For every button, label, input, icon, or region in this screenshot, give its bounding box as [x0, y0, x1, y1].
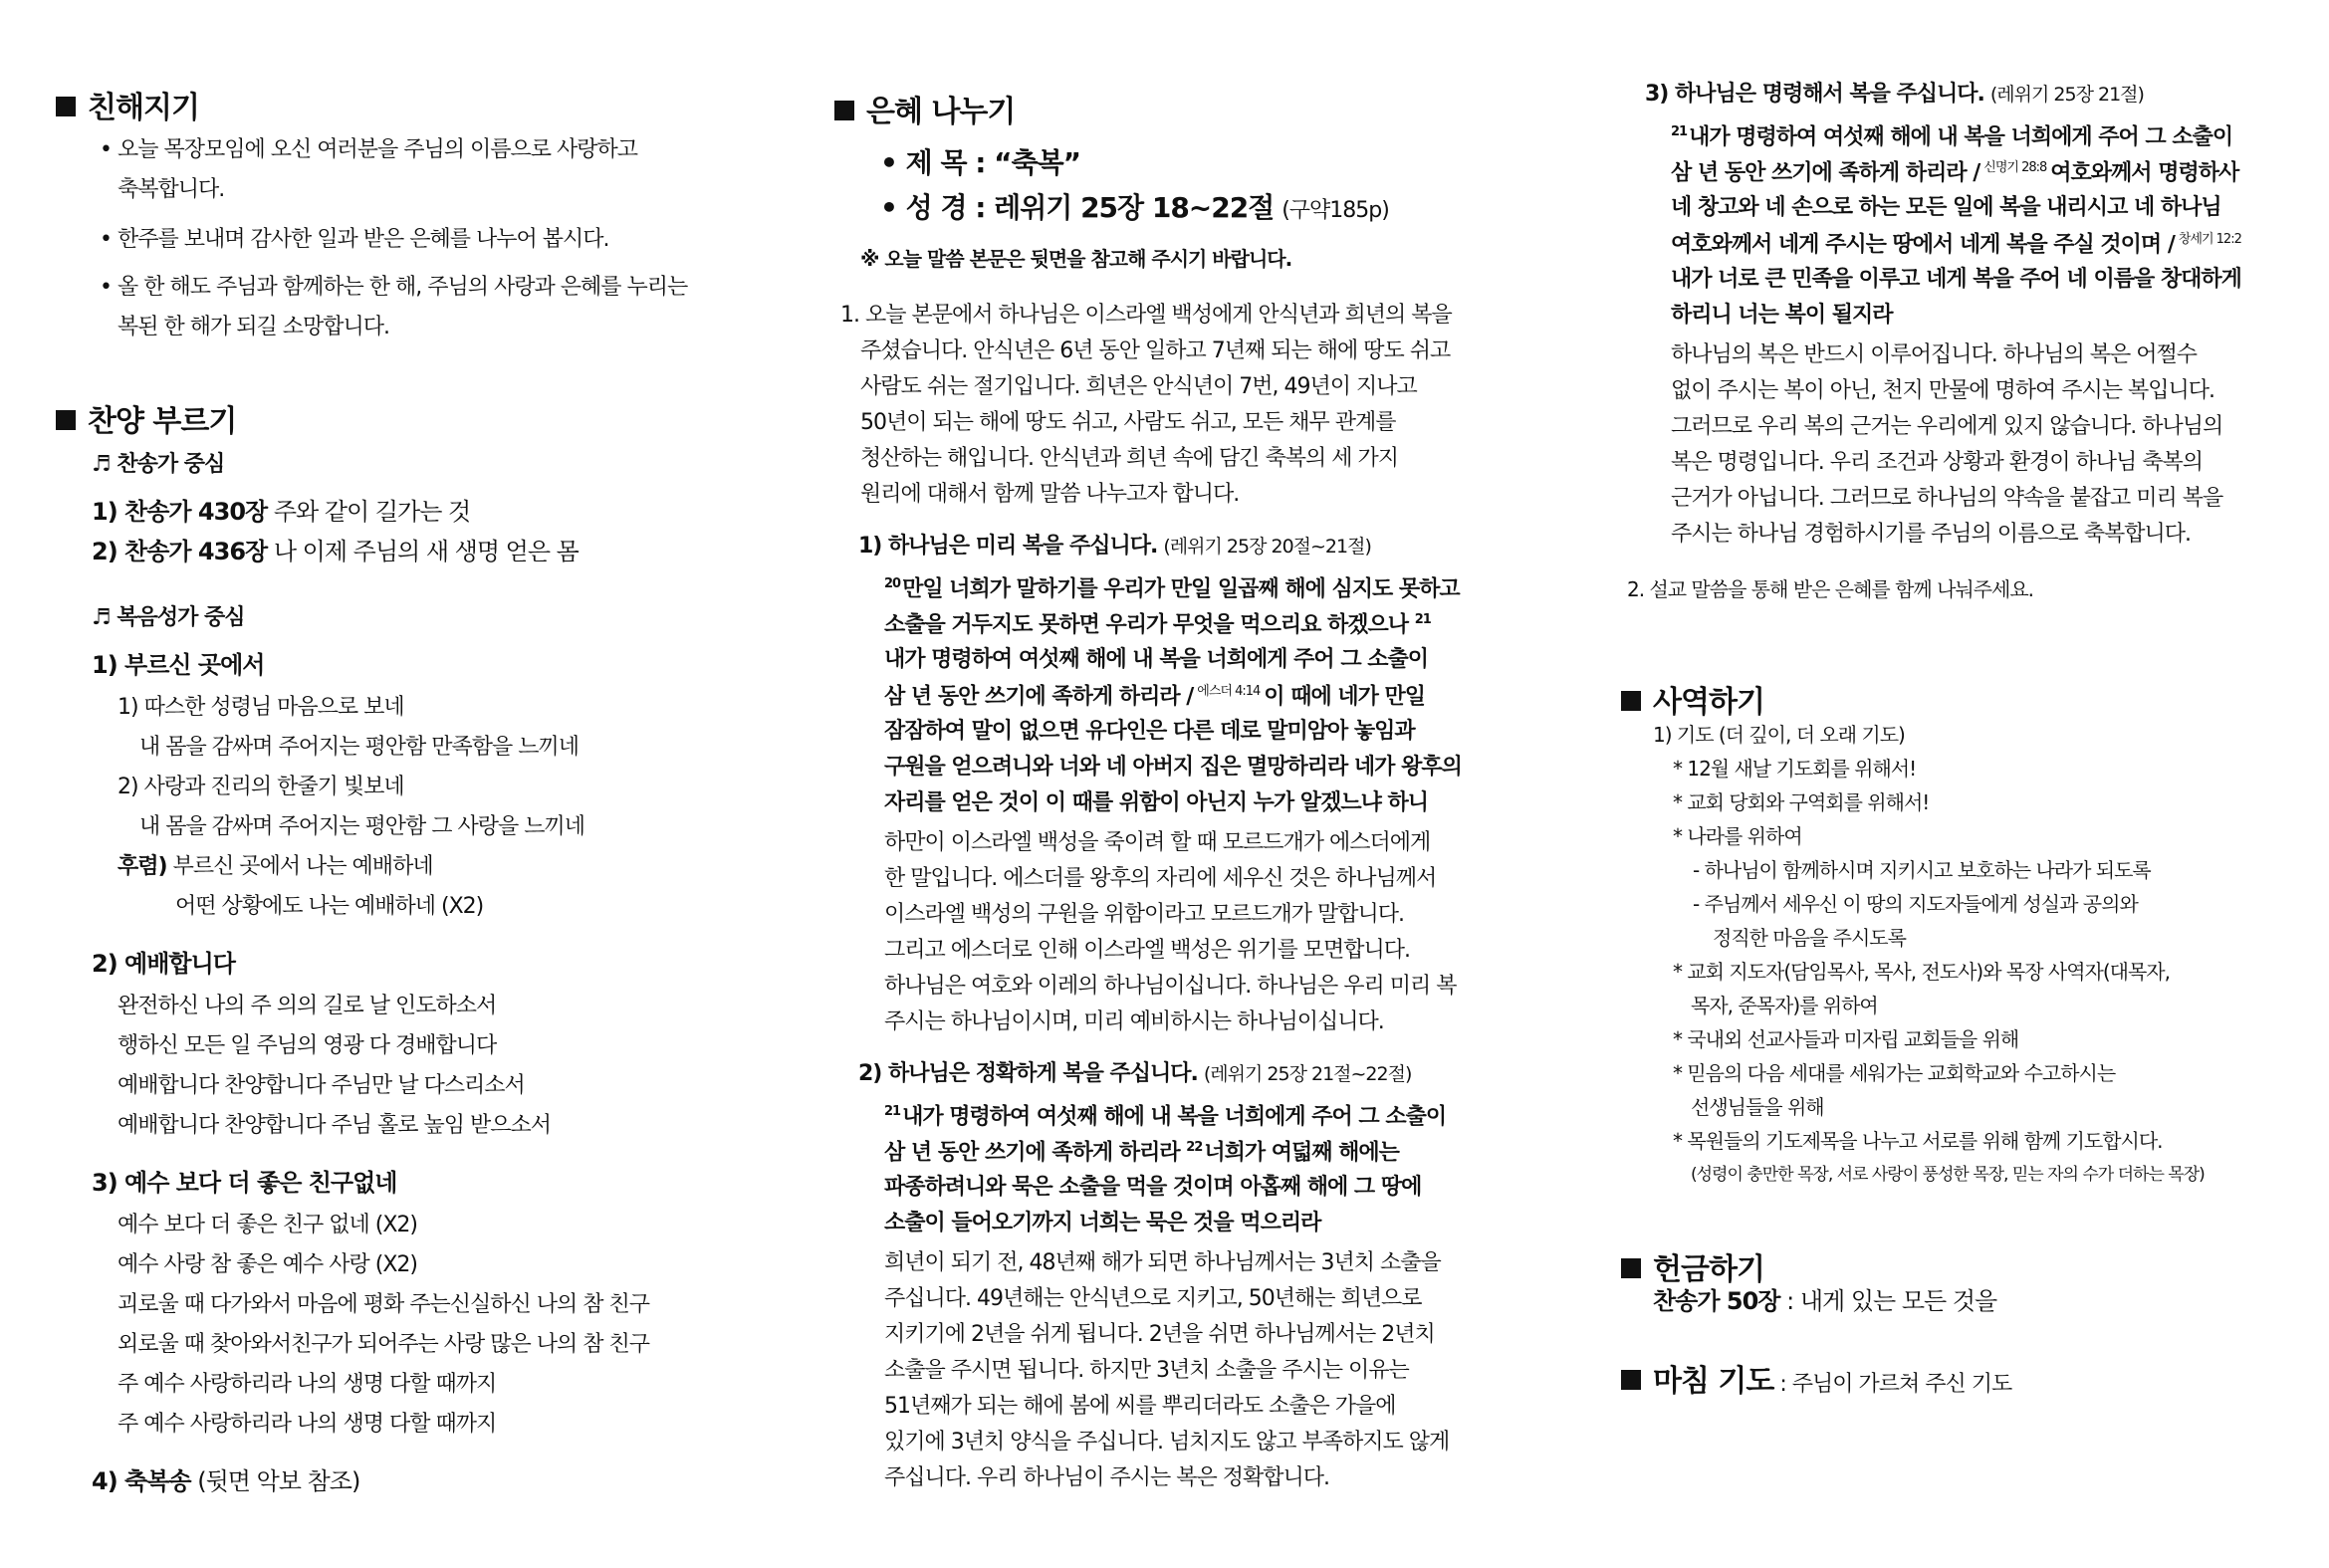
square-bullet-icon: [56, 97, 76, 116]
intro-line: 사람도 쉬는 절기입니다. 희년은 안식년이 7번, 49년이 지나고: [860, 374, 1417, 399]
heading-text: 친해지기: [88, 91, 199, 125]
verse-number: 21: [1671, 124, 1688, 139]
body-line: 근거가 아닙니다. 그러므로 하나님의 약속을 붙잡고 미리 복을: [1671, 486, 2223, 511]
verse-line: 잠잠하여 말이 없으면 유다인은 다른 데로 말미암아 놓임과: [884, 719, 1415, 744]
song-line: 주 예수 사랑하리라 나의 생명 다할 때까지: [117, 1412, 497, 1437]
intro-line: 주셨습니다. 안식년은 6년 동안 일하고 7년째 되는 해에 땅도 쉬고: [860, 338, 1451, 363]
text: 너희가 여덟째 해에는: [1204, 1140, 1399, 1166]
text: 삼 년 동안 쓰기에 족하게 하리라 /: [884, 684, 1194, 710]
song-line: 행하신 모든 일 주님의 영광 다 경배합니다: [117, 1033, 497, 1058]
note: (뒷면 악보 참조): [197, 1467, 360, 1495]
column-middle: [834, 0, 1523, 1568]
song-line: 내 몸을 감싸며 주어지는 평안함 만족함을 느끼네: [139, 735, 580, 760]
text: 이 때에 네가 만일: [1264, 684, 1426, 710]
verse-line: 내가 너로 큰 민족을 이루고 네게 복을 주어 네 이름을 창대하게: [1671, 267, 2241, 292]
heading-text: 사역하기: [1653, 685, 1764, 720]
label: 1) 찬송가 430장: [92, 498, 268, 526]
prayer-line: * 나라를 위하여: [1673, 824, 1802, 848]
question-2: 2. 설교 말씀을 통해 받은 은혜를 함께 나눠주세요.: [1627, 577, 2034, 601]
song-line: 예배합니다 찬양합니다 주님만 날 다스리소서: [117, 1073, 525, 1098]
reference: (레위기 25장 21절): [1989, 84, 2144, 106]
verse-line: [884, 613, 1433, 636]
verse-number: 21: [884, 1104, 901, 1119]
point-3-title: [1645, 84, 2144, 106]
greeting-item: • 한주를 보내며 감사한 일과 받은 은혜를 나누어 봅시다.: [100, 227, 609, 252]
greeting-item-cont: 축복합니다.: [117, 177, 225, 202]
song-line: 내 몸을 감싸며 주어지는 평안함 그 사랑을 느끼네: [139, 814, 584, 839]
title: 1) 하나님은 미리 복을 주십니다.: [858, 534, 1158, 559]
body-line: 하만이 이스라엘 백성을 죽이려 할 때 모르드개가 에스더에게: [884, 830, 1431, 855]
heading-text: 은혜 나누기: [866, 95, 1016, 129]
text: 오늘 목장모임에 오신 여러분을 주님의 이름으로 사랑하고: [116, 137, 637, 162]
cross-reference: 창세기 12:2: [2178, 232, 2241, 247]
section-heading-greeting: [56, 83, 199, 126]
verse-line: [884, 685, 1425, 708]
text: 찬송가 중심: [116, 452, 225, 477]
verse-line: 자리를 얻은 것이 이 때를 위함이 아닌지 누가 알겠느냐 하니: [884, 790, 1428, 815]
page: (구약185p): [1281, 198, 1389, 223]
hymn-1: [92, 500, 470, 524]
body-line: 주시는 하나님이시며, 미리 예비하시는 하나님이십니다.: [884, 1009, 1384, 1034]
column-right: [1621, 0, 2288, 1568]
prayer-line: * 목원들의 기도제목을 나누고 서로를 위해 함께 기도합시다.: [1673, 1129, 2163, 1153]
text: 복음성가 중심: [116, 605, 245, 630]
verse-line: [1671, 233, 2245, 256]
square-bullet-icon: [1621, 1370, 1641, 1390]
title: 나 이제 주님의 새 생명 얻은 몸: [273, 538, 579, 565]
sermon-title: • 제 목 : “축복”: [880, 146, 1081, 179]
verse-line: 내가 명령하여 여섯째 해에 내 복을 너희에게 주어 그 소출이: [884, 647, 1428, 672]
section-heading-grace: [834, 87, 1015, 130]
section-heading-ministry: [1621, 677, 1764, 721]
verse-number: 22: [1186, 1140, 1203, 1155]
section-heading-praise: [56, 396, 236, 440]
point-1-title: [858, 536, 1371, 558]
chorus-line: [117, 856, 433, 878]
intro-line: 50년이 되는 해에 땅도 쉬고, 사람도 쉬고, 모든 채무 관계를: [860, 410, 1396, 435]
intro-line: 1. 오늘 본문에서 하나님은 이스라엘 백성에게 안식년과 희년의 복을: [840, 303, 1452, 328]
greeting-item-cont: 복된 한 해가 되길 소망합니다.: [117, 315, 389, 339]
text: • 성 경 : 레위기 25장 18~22절: [880, 191, 1275, 224]
prayer-line: - 하나님이 함께하시며 지키시고 보호하는 나라가 되도록: [1693, 858, 2151, 882]
section-heading-closing: [1621, 1356, 2011, 1400]
verse-line: 구원을 얻으려니와 너와 네 아버지 집은 멸망하리라 네가 왕후의: [884, 755, 1462, 780]
body-line: 지키기에 2년을 쉬게 됩니다. 2년을 쉬면 하나님께서는 2년치: [884, 1322, 1435, 1347]
prayer-note: (성령이 충만한 목장, 서로 사랑이 풍성한 목장, 믿는 자의 수가 더하는 목장): [1691, 1165, 2205, 1185]
verse-line: 하리니 너는 복이 될지라: [1671, 303, 1893, 328]
intro-line: 원리에 대해서 함께 말씀 나누고자 합니다.: [860, 482, 1240, 507]
verse-line: [884, 577, 1460, 600]
prayer-line: 선생님들을 위해: [1691, 1095, 1824, 1119]
heading-text: 찬양 부르기: [88, 404, 237, 439]
body-line: 주십니다. 우리 하나님이 주시는 복은 정확합니다.: [884, 1465, 1329, 1490]
verse-line: 파종하려니와 묵은 소출을 먹을 것이며 아홉째 해에 그 땅에: [884, 1175, 1422, 1200]
text: 부르신 곳에서 나는 예배하네: [172, 854, 433, 879]
notice: ※ 오늘 말씀 본문은 뒷면을 참고해 주시기 바랍니다.: [860, 247, 1292, 271]
verse-line: [1671, 161, 2238, 184]
hymn-2: [92, 540, 579, 563]
prayer-line: 정직한 마음을 주시도록: [1713, 926, 1906, 950]
greeting-item: • 올 한 해도 주님과 함께하는 한 해, 주님의 사랑과 은혜를 누리는: [100, 275, 688, 300]
cross-reference: 신명기 28:8: [1983, 160, 2047, 175]
title: 3) 하나님은 명령해서 복을 주십니다.: [1645, 82, 1984, 107]
prayer-line: * 국내외 선교사들과 미자립 교회들을 위해: [1673, 1027, 2019, 1051]
square-bullet-icon: [834, 101, 854, 120]
body-line: 이스라엘 백성의 구원을 위함이라고 모르드개가 말합니다.: [884, 902, 1405, 927]
text: 내가 명령하여 여섯째 해에 내 복을 너희에게 주어 그 소출이: [1689, 124, 2233, 150]
closing-text: : 주님이 가르쳐 주신 기도: [1773, 1372, 2012, 1397]
text: 여호와께서 네게 주시는 땅에서 네게 복을 주실 것이며 /: [1671, 232, 2175, 258]
prayer-line: 1) 기도 (더 깊이, 더 오래 기도): [1653, 723, 1905, 747]
text: 올 한 해도 주님과 함께하는 한 해, 주님의 사랑과 은혜를 누리는: [116, 275, 688, 300]
body-line: 희년이 되기 전, 48년째 해가 되면 하나님께서는 3년치 소출을: [884, 1250, 1441, 1275]
verse-number: 20: [884, 576, 901, 591]
prayer-line: 목자, 준목자)를 위하여: [1691, 994, 1878, 1017]
song-line: 2) 사랑과 진리의 한줄기 빛보네: [117, 775, 404, 799]
song-2-title: 2) 예배합니다: [92, 950, 235, 978]
body-line: 없이 주시는 복이 아닌, 천지 만물에 명하여 주시는 복입니다.: [1671, 378, 2214, 403]
heading-text: 마침 기도: [1653, 1364, 1774, 1399]
song-line: 1) 따스한 성령님 마음으로 보네: [117, 695, 404, 720]
gospel-subheading: ♬ 복음성가 중심: [92, 605, 245, 630]
heading-text: 헌금하기: [1653, 1252, 1764, 1287]
verse-line: [1671, 125, 2232, 148]
text: 만일 너희가 말하기를 우리가 만일 일곱째 해에 심지도 못하고: [902, 576, 1460, 602]
intro-line: 청산하는 해입니다. 안식년과 희년 속에 담긴 축복의 세 가지: [860, 446, 1398, 471]
prayer-line: - 주님께서 세우신 이 땅의 지도자들에게 성실과 공의와: [1693, 892, 2138, 916]
title: 주와 같이 길가는 것: [273, 498, 471, 526]
point-2-title: [858, 1063, 1411, 1085]
column-left: [56, 0, 753, 1568]
body-line: 하나님의 복은 반드시 이루어집니다. 하나님의 복은 어쩔수: [1671, 342, 2198, 367]
verse-line: 소출이 들어오기까지 너희는 묵은 것을 먹으리라: [884, 1211, 1321, 1235]
prayer-line: * 교회 당회와 구역회를 위해서!: [1673, 790, 1930, 814]
cross-reference: 에스더 4:14: [1197, 684, 1261, 699]
reference: (레위기 25장 21절~22절): [1203, 1063, 1412, 1085]
body-line: 51년째가 되는 해에 봄에 씨를 뿌리더라도 소출은 가을에: [884, 1394, 1396, 1419]
prayer-line: * 믿음의 다음 세대를 세워가는 교회학교와 수고하시는: [1673, 1061, 2116, 1085]
square-bullet-icon: [1621, 691, 1641, 711]
text: : 내게 있는 모든 것을: [1779, 1287, 1997, 1315]
song-line: 주 예수 사랑하리라 나의 생명 다할 때까지: [117, 1372, 497, 1397]
text: 여호와께서 명령하사: [2050, 160, 2239, 186]
verse-line: 네 창고와 네 손으로 하는 모든 일에 복을 내리시고 네 하나님: [1671, 195, 2221, 220]
text: 한주를 보내며 감사한 일과 받은 은혜를 나누어 봅시다.: [116, 227, 609, 252]
body-line: 주시는 하나님 경험하시기를 주님의 이름으로 축복합니다.: [1671, 522, 2192, 547]
song-line: 외로울 때 찾아와서친구가 되어주는 사랑 많은 나의 참 친구: [117, 1332, 649, 1357]
section-heading-offering: [1621, 1244, 1764, 1288]
text: 삼 년 동안 쓰기에 족하게 하리라 /: [1671, 160, 1980, 186]
verse-line: [884, 1141, 1399, 1164]
song-line: 완전하신 나의 주 의의 길로 날 인도하소서: [117, 994, 497, 1018]
prayer-line: * 12월 새날 기도회를 위해서!: [1673, 757, 1917, 781]
verse-number: 21: [1414, 612, 1431, 627]
body-line: 소출을 주시면 됩니다. 하지만 3년치 소출을 주시는 이유는: [884, 1358, 1409, 1383]
verse-line: [884, 1105, 1446, 1128]
song-1-title: 1) 부르신 곳에서: [92, 651, 265, 679]
chorus-line: 어떤 상황에도 나는 예배하네 (X2): [175, 894, 484, 919]
text: 내가 명령하여 여섯째 해에 내 복을 너희에게 주어 그 소출이: [902, 1104, 1447, 1130]
prayer-line: * 교회 지도자(담임목사, 목사, 전도사)와 목장 사역자(대목자,: [1673, 960, 2170, 984]
body-line: 복은 명령입니다. 우리 조건과 상황과 환경이 하나님 축복의: [1671, 450, 2203, 475]
body-line: 하나님은 여호와 이레의 하나님이십니다. 하나님은 우리 미리 복: [884, 974, 1457, 999]
reference: (레위기 25장 20절~21절): [1163, 536, 1371, 558]
greeting-item: • 오늘 목장모임에 오신 여러분을 주님의 이름으로 사랑하고: [100, 137, 637, 162]
hymn-subheading: ♬ 찬송가 중심: [92, 452, 225, 477]
body-line: 그러므로 우리 복의 근거는 우리에게 있지 않습니다. 하나님의: [1671, 414, 2223, 439]
song-4: [92, 1469, 359, 1493]
body-line: 그리고 에스더로 인해 이스라엘 백성은 위기를 모면합니다.: [884, 938, 1411, 963]
song-line: 예수 보다 더 좋은 친구 없네 (X2): [117, 1213, 417, 1237]
song-line: 괴로울 때 다가와서 마음에 평화 주는신실하신 나의 참 친구: [117, 1292, 649, 1317]
label: 2) 찬송가 436장: [92, 538, 268, 565]
square-bullet-icon: [56, 410, 76, 430]
song-line: 예배합니다 찬양합니다 주님 홀로 높임 받으소서: [117, 1113, 552, 1138]
body-line: 한 말입니다. 에스더를 왕후의 자리에 세우신 것은 하나님께서: [884, 866, 1437, 891]
sermon-scripture: [880, 191, 1389, 224]
title: 4) 축복송: [92, 1467, 191, 1495]
title: 2) 하나님은 정확하게 복을 주십니다.: [858, 1061, 1198, 1086]
text: 삼 년 동안 쓰기에 족하게 하리라: [884, 1140, 1180, 1166]
body-line: 있기에 3년치 양식을 주십니다. 넘치지도 않고 부족하지도 않게: [884, 1430, 1450, 1455]
chorus-label: 후렴): [117, 854, 167, 879]
song-line: 예수 사랑 참 좋은 예수 사랑 (X2): [117, 1252, 417, 1277]
square-bullet-icon: [1621, 1258, 1641, 1278]
offering-hymn: [1653, 1289, 1996, 1313]
text: 소출을 거두지도 못하면 우리가 무엇을 먹으리요 하겠으나: [884, 612, 1409, 638]
song-3-title: 3) 예수 보다 더 좋은 친구없네: [92, 1169, 397, 1197]
label: 찬송가 50장: [1653, 1287, 1780, 1315]
body-line: 주십니다. 49년해는 안식년으로 지키고, 50년해는 희년으로: [884, 1286, 1422, 1311]
